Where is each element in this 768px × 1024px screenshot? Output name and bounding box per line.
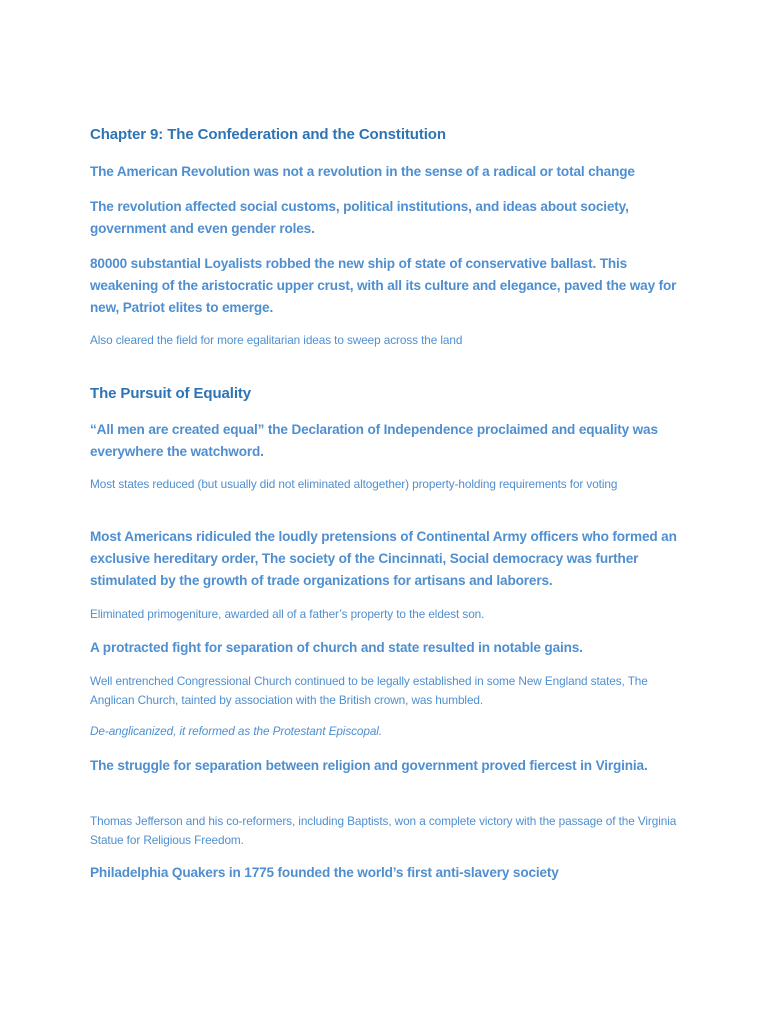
paragraph-virginia-struggle: The struggle for separation between religion and government proved fiercest in Virginia. bbox=[90, 758, 648, 773]
paragraph-church-state: A protracted fight for separation of church and state resulted in notable gains. bbox=[90, 640, 583, 655]
paragraph-congregational-church: Well entrenched Congressional Church continued to be legally established in some New England states, The Anglican Church, tainted by association with the British crown, was humbled. bbox=[90, 674, 648, 707]
paragraph-revolution-not-radical: The American Revolution was not a revolution in the sense of a radical or total change bbox=[90, 164, 635, 179]
paragraph-cincinnati: Most Americans ridiculed the loudly pretensions of Continental Army officers who formed an exclusive hereditary order, The society of the Cincinnati, Social democracy was further stimulated by the growth of trade organizations for artisans and laborers. bbox=[90, 529, 677, 588]
paragraph-revolution-affected: The revolution affected social customs, political institutions, and ideas about society, government and even gender roles. bbox=[90, 199, 629, 236]
paragraph-voting-requirements: Most states reduced (but usually did not eliminated altogether) property-holding requirements for voting bbox=[90, 477, 618, 491]
section-title-pursuit-of-equality: The Pursuit of Equality bbox=[90, 385, 252, 402]
paragraph-egalitarian-ideas: Also cleared the field for more egalitarian ideas to sweep across the land bbox=[90, 333, 463, 347]
chapter-title: Chapter 9: The Confederation and the Constitution bbox=[90, 126, 446, 143]
paragraph-jefferson: Thomas Jefferson and his co-reformers, including Baptists, won a complete victory with the passage of the Virginia Statue for Religious Freedom. bbox=[90, 814, 677, 847]
paragraph-all-men-equal: “All men are created equal” the Declaration of Independence proclaimed and equality was everywhere the watchword. bbox=[90, 422, 658, 459]
paragraph-protestant-episcopal: De-anglicanized, it reformed as the Protestant Episcopal. bbox=[90, 724, 382, 738]
paragraph-primogeniture: Eliminated primogeniture, awarded all of a father’s property to the eldest son. bbox=[90, 607, 485, 621]
paragraph-quakers: Philadelphia Quakers in 1775 founded the world’s first anti-slavery society bbox=[90, 865, 559, 880]
paragraph-loyalists: 80000 substantial Loyalists robbed the new ship of state of conservative ballast. This weakening of the aristocratic upper crust, with all its culture and elegance, paved the way for new, Patriot elites to emerge. bbox=[90, 256, 677, 315]
